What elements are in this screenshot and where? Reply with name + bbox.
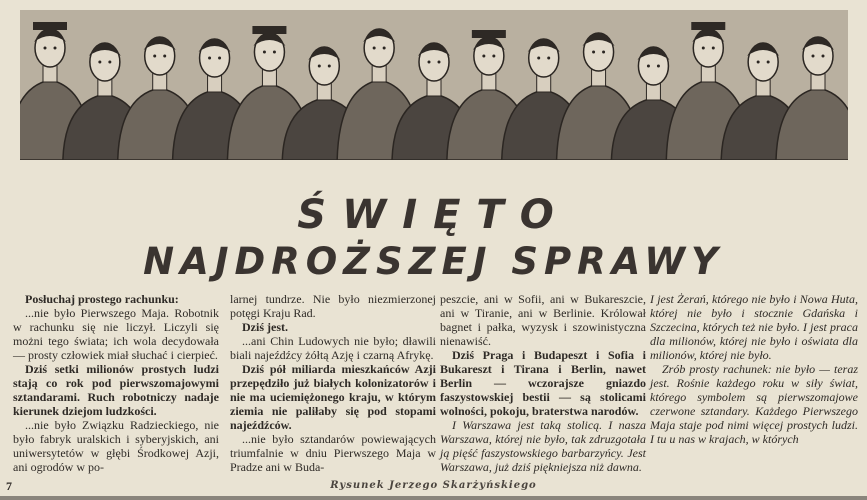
paragraph: Dziś jest. xyxy=(242,320,288,334)
paragraph: I jest Żerań, którego nie było i Nowa Huta, której nie było i stocznie Gdańska i Szczecina, których też nie było. I jest praca dla milionów, której nie było i oświata dla milionów, której nie było. xyxy=(650,292,858,362)
illustration-credit: Rysunek Jerzego Skarżyńskiego xyxy=(330,480,537,491)
headline-line-1: ŚWIĘTO xyxy=(297,192,570,238)
paragraph: ...nie było Pierwszego Maja. Robotnik w rachunku się nie liczył. Liczyli się możni tego świata; ich wola decydowała — prosty człowiek miał słuchać i cierpieć. xyxy=(13,306,219,362)
article-column-2 xyxy=(230,292,436,474)
page-number: 7 xyxy=(6,479,12,493)
paragraph: ...nie było sztandarów powiewających triumfalnie w dniu Pierwszego Maja w Pradze ani w Buda- xyxy=(230,432,436,474)
paragraph: peszcie, ani w Sofii, ani w Bukareszcie, ani w Tiranie, ani w Berlinie. Królował bagnet i pałka, wyzysk i szowinistyczna nienawiść. xyxy=(440,292,646,348)
paragraph: Dziś Praga i Budapeszt i Sofia i Bukareszt i Tirana i Berlin, nawet Berlin — wczorajsze gniazdo faszystowskiej bestii — są stolicami wolności, pokoju, braterstwa narodów. xyxy=(440,348,646,418)
crowd-drawing xyxy=(20,10,848,160)
article-column-4 xyxy=(650,292,858,446)
article-column-1 xyxy=(13,292,219,474)
paragraph: Dziś pół miliarda mieszkańców Azji przepędziło już białych kolonizatorów i nie ma uciemiężonego kraju, w którym ziemia nie paliłaby się pod stopami najeźdźców. xyxy=(230,362,436,432)
paragraph: ...nie było Związku Radzieckiego, nie było fabryk uralskich i syberyjskich, ani uniwersytetów w głębi Środkowej Azji, ani ogrodów w po- xyxy=(13,418,219,474)
paragraph: larnej tundrze. Nie było niezmierzonej potęgi Kraju Rad. xyxy=(230,292,436,320)
article-column-3 xyxy=(440,292,646,474)
paragraph: I Warszawa jest taką stolicą. I nasza Warszawa, której nie było, tak zdruzgotała ją pięść faszystowskiego barbarzyńcy. Jest Warszawa, już dziś piękniejsza niż dawna. xyxy=(440,418,646,474)
headline-line-2: NAJDROŻSZEJ SPRAWY xyxy=(143,240,724,283)
paragraph: Posłuchaj prostego rachunku: xyxy=(25,292,179,306)
paragraph: Dziś setki milionów prostych ludzi stają co rok pod pierwszomajowymi sztandarami. Ruch robotniczy nadaje kierunek dziejom ludzkości. xyxy=(13,362,219,418)
bottom-rule xyxy=(0,496,867,500)
paragraph: Zrób prosty rachunek: nie było — teraz jest. Rośnie każdego roku w siły świat, którego symbolem są pierwszomajowe czerwone sztandary. Każdego Pierwszego Maja staje pod nimi więcej prostych ludzi. I tu u nas w krajach, w których xyxy=(650,362,858,446)
illustration-crowd-of-peoples xyxy=(20,10,848,160)
paragraph: ...ani Chin Ludowych nie było; dławili biali najeźdźcy żółtą Azję i czarną Afrykę. xyxy=(230,334,436,362)
